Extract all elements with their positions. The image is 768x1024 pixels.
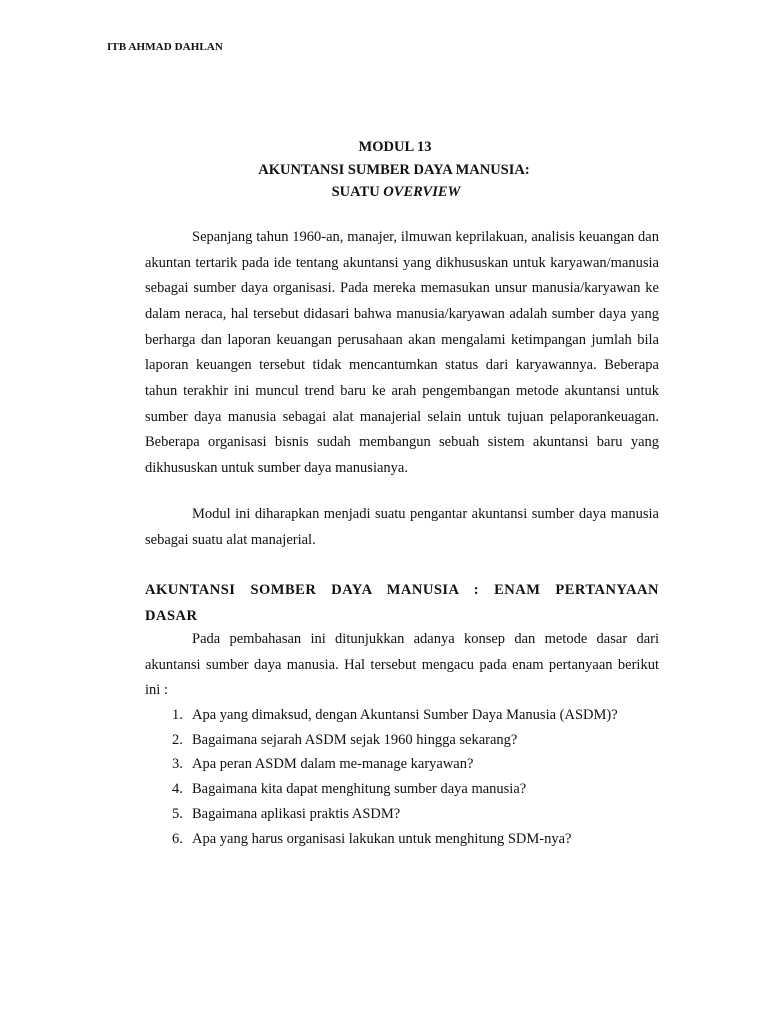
section-paragraph: Pada pembahasan ini ditunjukkan adanya konsep dan metode dasar dari akuntansi sumber daya manusia. Hal tersebut mengacu pada enam pertanyaan berikut ini : <box>145 631 659 699</box>
list-item-number: 2. <box>172 731 183 748</box>
module-subtitle-prefix: SUATU <box>331 184 384 200</box>
section-body <box>145 627 659 704</box>
list-item <box>145 703 685 728</box>
list-item-number: 6. <box>172 830 183 847</box>
intro-section-2 <box>145 502 659 553</box>
list-item-text: Apa yang dimaksud, dengan Akuntansi Sumber Daya Manusia (ASDM)? <box>192 707 618 723</box>
list-item <box>145 777 685 802</box>
list-item-number: 5. <box>172 805 183 822</box>
intro-paragraph-2: Modul ini diharapkan menjadi suatu pengantar akuntansi sumber daya manusia sebagai suatu alat manajerial. <box>145 506 659 548</box>
list-item <box>145 728 685 753</box>
list-item-number: 3. <box>172 756 183 773</box>
question-list <box>145 703 685 851</box>
list-item-text: Bagaimana aplikasi praktis ASDM? <box>192 805 401 822</box>
module-subtitle-emphasis: OVERVIEW <box>383 184 461 200</box>
list-item <box>145 752 685 777</box>
module-title-main: AKUNTANSI SUMBER DAYA MANUSIA: <box>258 161 530 178</box>
list-item-number: 4. <box>172 781 183 798</box>
list-item <box>145 827 685 852</box>
section-heading: AKUNTANSI SOMBER DAYA MANUSIA : ENAM PERTANYAAN DASAR <box>145 582 659 624</box>
intro-paragraph-1: Sepanjang tahun 1960-an, manajer, ilmuwan keprilakuan, analisis keuangan dan akuntan tertarik pada ide tentang akuntansi yang dikhususkan untuk karyawan/manusia sebagai sumber daya organisasi. Pada mereka memasukan unsur manusia/karyawan ke dalam neraca, hal tersebut didasari bahwa manusia/karyawan adalah sumber daya yang berharga dan laporan keuangan perusahaan akan mengalami ketimpangan jumlah bila laporan keuangen tersebut tidak mencantumkan status dari karyawannya. Beberapa tahun terakhir ini muncul trend baru ke arah pengembangan metode akuntansi untuk sumber daya manusia sebagai alat manajerial selain untuk tujuan pelaporankeuagan. Beberapa organisasi bisnis sudah membangun sebuah sistem akuntansi baru yang dikhususkan untuk sumber daya manusianya. <box>145 229 659 476</box>
intro-section <box>145 225 659 482</box>
list-item-text: Apa peran ASDM dalam me-manage karyawan? <box>192 756 474 773</box>
list-item <box>145 802 685 827</box>
running-header: ITB AHMAD DAHLAN <box>107 41 223 53</box>
list-item-text: Apa yang harus organisasi lakukan untuk menghitung SDM-nya? <box>192 830 572 847</box>
list-item-text: Bagaimana sejarah ASDM sejak 1960 hingga sekarang? <box>192 731 518 748</box>
list-item-text: Bagaimana kita dapat menghitung sumber daya manusia? <box>192 781 527 798</box>
module-number: MODUL 13 <box>358 139 432 155</box>
module-subtitle <box>0 181 768 204</box>
module-title <box>0 136 768 204</box>
list-item-number: 1. <box>172 707 183 723</box>
